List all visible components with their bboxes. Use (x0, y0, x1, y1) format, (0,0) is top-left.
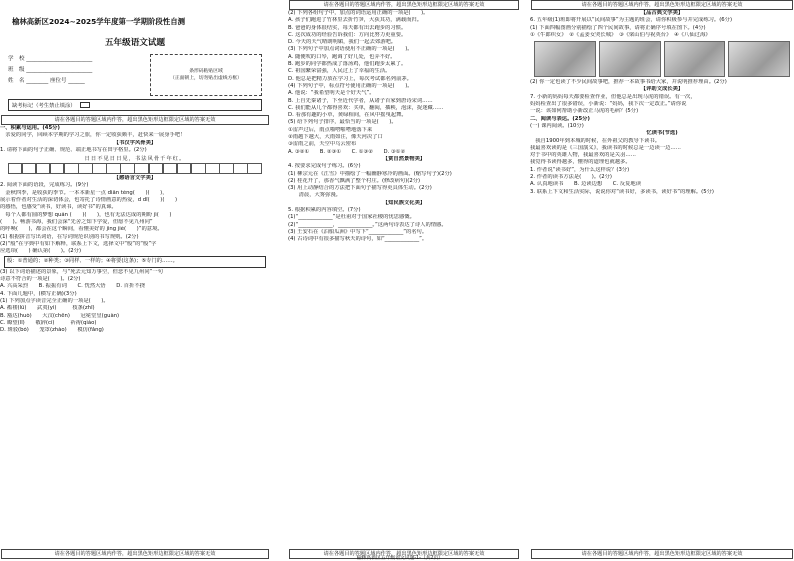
exam-title: 榆林高新区2024~2025学年度第一学期阶段性自测 (12, 17, 185, 26)
c3-line: 6. 五年级(1)班即将开展以“民间故事”为主题的班会，请你积极参与并完成练习。(6分) (530, 17, 733, 24)
c1-line: 【感语言文字美】 (113, 175, 157, 182)
c1-line: 4. 下面几题中，(横写正确)(3分) (0, 290, 77, 297)
binding-margin (272, 0, 286, 561)
c3-line: ①《牛郎织女》 ②《孟姜女哭长城》 ③《梁山伯与祝英台》 ④《八仙过海》 (530, 31, 711, 38)
banner-top-middle: 请在各题目的答题区域内作答，超出黑色矩形边框限定区域的答案无效 (289, 0, 519, 10)
c1-line: 【书汉字风骨美】 (113, 139, 157, 146)
c1-line: 的感悟，也感受“读书，好读书，读好书”的真谛。 (0, 204, 117, 211)
c3-line: 【评助文成长美】 (640, 86, 684, 93)
c3-line: 妈妈检查出了很多错误，小新说：“妈妈，我下次一定改正。”请你说 (530, 101, 687, 108)
barcode-note: （正面朝上，切勿贴出虚线方框） (170, 76, 242, 81)
c2-line: B. 跑步的同学都热成了落汤鸡，他们跑步太累了。 (288, 61, 407, 68)
column-middle (288, 0, 520, 561)
c2-line: (1)“_____________”是杜甫对于国家社稷的忧思感慨。 (288, 214, 415, 221)
c2-line: (2)“_____________，_____________。”这两句诗表达了诗人的情感。 (288, 221, 447, 228)
c2-line: ②雨越下越大，大雨如注，像天河决了口 (288, 134, 383, 141)
folk-story-image-4 (728, 41, 790, 77)
c2-line: 【赏自然景物美】 (382, 155, 426, 162)
c2-line: C. 这次成功的经验告诉我们：方向比努力更重要。 (288, 31, 407, 38)
c3-line: 【品古典文学美】 (640, 10, 684, 16)
c3-line: (2) 你一定也读了不少民间故事吧，推荐一本故事书给大家，并说明推荐理由。(2分) (530, 79, 727, 86)
c2-line: B. 上自先秦诸子，下至近代学者，从诸子百家到唐诗宋词…… (288, 97, 433, 104)
absent-mark: 缺考标记（考生禁止填涂） (8, 99, 262, 111)
c2-line: B. 爸爸的身体很结实，每天都有出去跑步的习惯。 (288, 24, 407, 31)
c2-line: A. 孩子们跑进了竹林里去折竹笋，大获其功，满载而归。 (288, 17, 423, 24)
c3-line: 二、阅读与表达。(25分) (530, 115, 590, 122)
c3-line: 3. 联系上下文和生活实际，说说你对“读书好，多读书，读好书”的理解。(5分) (530, 188, 714, 195)
c3-line: 我觉得书读得越多，懂得的道理也就越多。 (530, 159, 631, 166)
c1-line: 每个人都有圆的梦想 quán ( )( )，也有无法达成的期盼 jì( ) (0, 211, 172, 218)
definition-box: 般：①普通的；②种类；③同样、一样的；④将要(这条)；⑤专门的……。 (4, 256, 266, 267)
c2-line: D. 今天的天气晴朗明媚，我们一起去郊游吧。 (288, 39, 397, 46)
c2-line: C. 我们能从几个都得喜欢：买单，翻阅，插秧，泡沫，捉迷藏…… (288, 104, 444, 111)
exam-subject: 五年级语文试题 (104, 38, 166, 48)
c3-line: (一) 课内阅读。(10分) (530, 122, 584, 129)
c2-line: (5) 给下列句子排序，最恰当的一项是( )。 (288, 119, 397, 126)
banner-top-right: 请在各题目的答题区域内作答，超出黑色矩形边框限定区域的答案无效 (531, 0, 793, 10)
c1-line: A. 兴高采烈 B. 振振有词 C. 恍然大悟 D. 百折不挠 (0, 283, 145, 290)
c2-line: 4. 按要求完成句子练习。(6分) (288, 163, 361, 170)
copy-text: 日日不见日日见，书法风骨千年红。 (84, 156, 186, 163)
c2-line: (3) 用上动静结合的方法把下面句子描写得更具体生动。(2分) (288, 185, 432, 192)
column-right (530, 0, 794, 561)
barcode-area (150, 54, 262, 96)
c1-line: 2. 阅读下面的语段，完成练习。(9分) (0, 182, 89, 189)
c2-line: (4) 古诗词中有很多描写秋天的诗句，如“_____________”。 (288, 236, 428, 243)
c1-line: D. 斑驳(bó) 笼罩(zhào) 模仿(fǎng) (0, 327, 104, 334)
c2-line: A. ③②① B. ②③① C. ①③② D. ③①② (288, 148, 406, 155)
folk-story-images (534, 41, 790, 77)
c2-line: ①雷声过后，雨点啪嗒啪嗒地落下来 (288, 126, 373, 133)
banner-top: 请在各题目的答题区域内作答，超出黑色矩形边框限定区域的答案无效 (1, 115, 269, 125)
c1-line: (1) 下列加点字读音完全正确的一项是( )。 (0, 297, 109, 304)
c3-line: A. 认真地读书 B. 边读边想 C. 反复地读 (530, 181, 642, 188)
checkbox-icon[interactable] (80, 102, 90, 108)
c1-line: 1. 请将下面的句子正确、规范、端正地书写在田字格里。(2分) (0, 146, 147, 153)
c2-line: A. 随便吹的口琴，跑调了好几处，也弄不好。 (288, 53, 396, 60)
c2-line: 清晨，大雾弥漫。 (288, 192, 341, 199)
c3-line: 7. 小新的妈妈每天都要检查作业，但他总是出现马虎的错误。有一次， (530, 93, 696, 100)
c1-line: 一、积累与运用。(45分) (0, 125, 60, 131)
c2-line: C. 祖国繁荣富强，人民过上了幸福的生活。 (288, 68, 391, 75)
c1-line: 展示着作者对生活的深切体会，也寄托了诗情画意的热爱，d dī( )( ) (0, 197, 178, 204)
c2-line: (2) 下列各组句子中，加点的词语运用正确的一项是( )。 (288, 10, 429, 16)
c1-line: (1) 根据拼音写出词语，在写词规范识别的书写规则。(2分) (0, 233, 139, 240)
c3-line: 对于书中的英雄人物，我最喜欢的是关羽…… (530, 152, 636, 159)
c2-line: (3) 王安石在《泊船瓜洲》中写下“_____________”的名句。 (288, 228, 428, 235)
c2-line: 5. 根据积累的内容填空。(7分) (288, 207, 361, 214)
c2-line: D. 他总是把精力放在学习上，每次考试都名列前茅。 (288, 75, 412, 82)
school-field[interactable]: 学 校 ________________________ (8, 56, 93, 62)
c3-line: 1. 作者说“读书好”，为什么这样说？(3分) (530, 166, 630, 173)
banner-bottom-middle: 请在各题目的答题区域内作答，超出黑色矩形边框限定区域的答案无效 (289, 549, 519, 559)
c2-line: (2) 桂花开了，那香气飘满了整个村庄。(修改病句)(2分) (288, 177, 421, 184)
c3-line: 我最喜欢读的是《三国演义》，我读书的时候总是一边读一边…… (530, 144, 681, 151)
c3-line: (1) 下面四幅图画分别描绘了四个民间故事，请将正确序号填在图下。(4分) (530, 24, 706, 31)
c2-line: ③雷雨之前，天空中乌云密布 (288, 141, 357, 148)
folk-story-image-3 (664, 41, 726, 77)
banner-bottom-right: 请在各题目的答题区域内作答，超出黑色矩形边框限定区域的答案无效 (531, 549, 793, 559)
c2-line: D. 看那有趣的小草，黄绿相间，在风中摇曳起舞。 (288, 112, 407, 119)
name-field[interactable]: 姓 名 ________ 座位号 ______ (8, 78, 85, 84)
folk-story-image-1 (534, 41, 596, 77)
page-footer: 榆林高新区五年级语文试题-1-（共2页） (356, 556, 444, 561)
c1-line: C. 瞭望(lǐ) 敬辞(cí) 祈祷(qiáo) (0, 319, 97, 326)
writing-grid[interactable] (8, 163, 262, 174)
banner-bottom-left: 请在各题目的答题区域内作答，超出黑色矩形边框限定区域的答案无效 (1, 549, 269, 559)
c3-line: 2. 作者的读书方法是( )。(2分) (530, 174, 612, 181)
folk-story-image-2 (599, 41, 661, 77)
c1-line: (3) 以下词语描述的景象，与“死去元知万事空，但悲不见九州同”一句 (0, 268, 163, 275)
barcode-title: 条形码粘贴区域 (189, 69, 223, 74)
c2-line: (4) 下列句子中，标点符号使用正确的一项是( )。 (288, 82, 413, 89)
c1-line: B. 豁达(huò) 大汉(chēn) 冠冕堂皇(guàn) (0, 312, 120, 319)
c1-line: A. 褴褛(lǚ) 武夷(yì) 枝条(zhī) (0, 305, 95, 312)
c1-line: 亲爱的同学，回顾本学期的学习之旅，你一定收获颇丰，赶快来一展身手吧！ (0, 132, 186, 139)
column-left (0, 0, 270, 561)
c2-line: (1) 柳宗元在《江雪》中描绘了一幅幽静寒冷的画面。(缩写句子)(2分) (288, 170, 452, 177)
c2-line: (3) 下列句子中加点词语使用不正确的一项是( )。 (288, 46, 413, 53)
c1-line: 诗意不符合的一项是( )。(2分) (0, 276, 81, 283)
c1-line: (2)“般”在字典中有如下解释，联系上下文，选择文中“般”的“般”字 (0, 240, 157, 247)
c1-line: 金秋四季，是收获的季节。一本本新星一点 diǎn téng( )( )， (0, 189, 168, 196)
c2-line: 【知民族文化美】 (382, 199, 426, 206)
c1-line: ( )。畅游书海，我们会深“先舍之知下学爱，但愿不见九州同” (0, 218, 153, 225)
c1-line: 的呼唤( )，都会在这个瞬间，看懂美好的 jìng jiè( )”的意境。 (0, 226, 163, 233)
c3-line: 我自1900年到本城的时候，在外祖父的教导下读书。 (530, 137, 661, 144)
c3-line: 一说：该如何帮助小新改正马虎的毛病？(5分) (530, 108, 639, 115)
c3-line: 忆读书(节选) (646, 130, 678, 137)
c1-line: 应选项( ) 确认第( )。(2分) (0, 248, 82, 255)
class-field[interactable]: 班 级 ________________________ (8, 67, 93, 73)
c2-line: A. 他说：“我希望明天是个好天气”。 (288, 90, 375, 97)
